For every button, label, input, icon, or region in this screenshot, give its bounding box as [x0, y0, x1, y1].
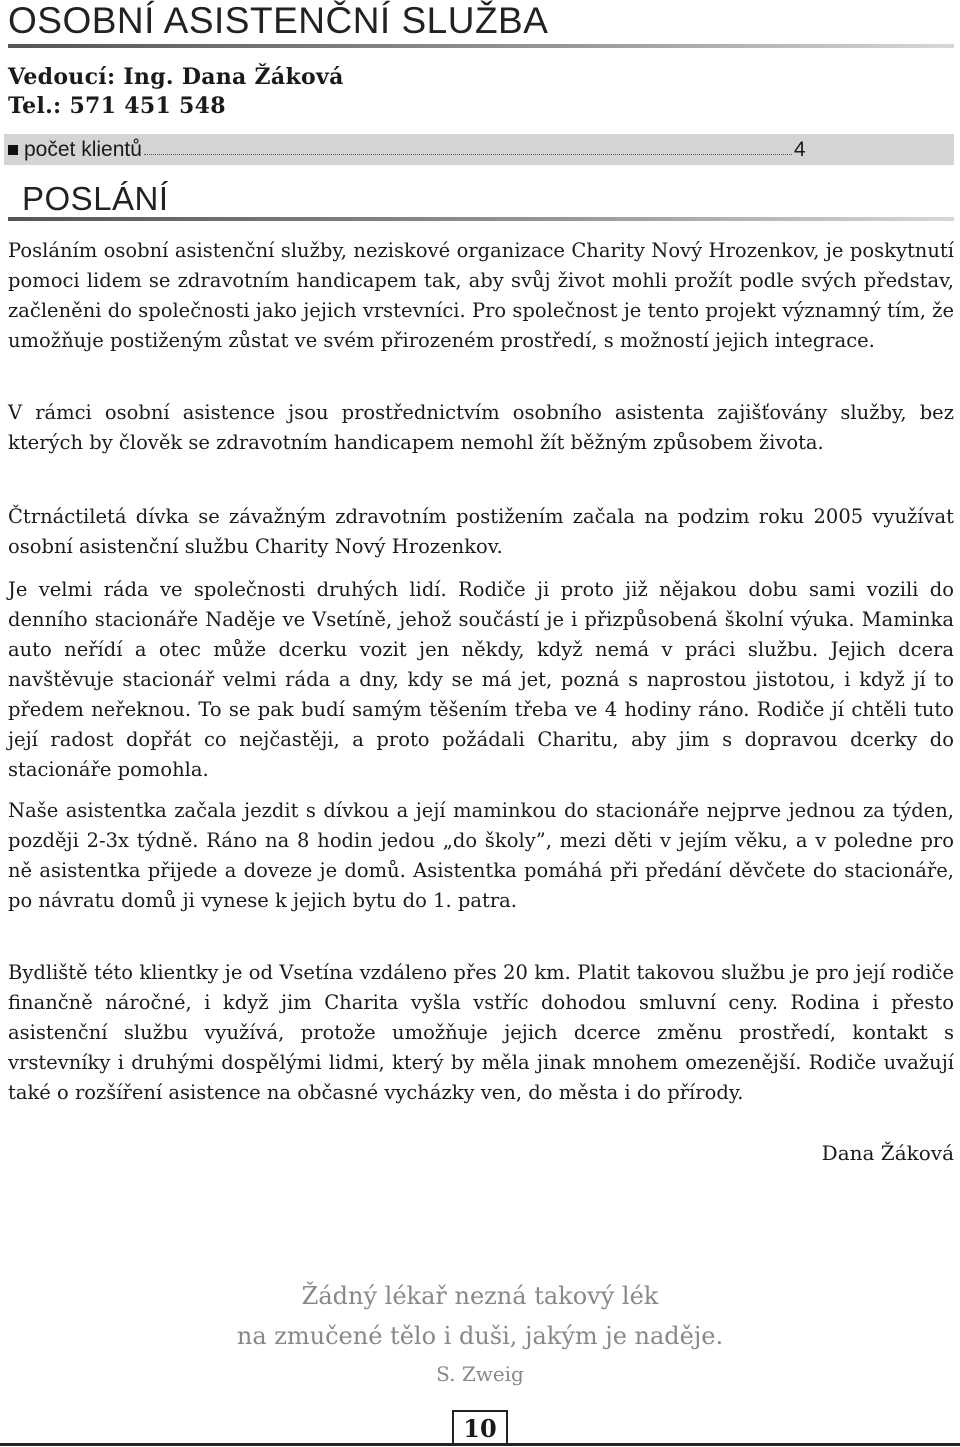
section-underline	[8, 217, 954, 221]
page-number: 10	[452, 1410, 508, 1445]
paragraph-services: V rámci osobní asistence jsou prostřednictvím osobního asistenta zajišťovány služby, bez kterých by člověk se zdravotním handicapem nemohl žít běžným způsobem života.	[8, 401, 954, 454]
quote-line-1: Žádný lékař nezná takový lék	[301, 1282, 659, 1310]
paragraph-assistant-work: Naše asistentka začala jezdit s dívkou a její maminkou do stacionáře nejprve jednou za týden, později 2-3x týdně. Ráno na 8 hodin jedou „do školy”, mezi děti v jejím věku, a v poledne pro ně asistentka přijede a doveze je domů. Asistentka pomáhá při předání děvčete do stacionáře, po návratu domů ji vynese k jejich bytu do 1. patra.	[8, 799, 954, 912]
page-title: OSOBNÍ ASISTENČNÍ SLUŽBA	[8, 0, 549, 41]
footer-rule	[0, 1443, 960, 1446]
paragraph-client-intro: Čtrnáctiletá dívka se závažným zdravotním postižením začala na podzim roku 2005 využívat osobní asistenční službu Charity Nový Hrozenkov.	[8, 505, 954, 558]
leader-line: Vedoucí: Ing. Dana Žáková	[8, 64, 344, 90]
square-bullet-icon	[8, 145, 18, 155]
title-underline	[8, 44, 954, 48]
phone-line: Tel.: 571 451 548	[8, 93, 226, 119]
paragraph-residence: Bydliště této klientky je od Vsetína vzdáleno přes 20 km. Platit takovou službu je pro její rodiče finančně náročné, i když jim Charita vyšla vstříc dohodou smluvní ceny. Rodina i přesto asistenční službu využívá, protože umožňuje jejich dcerce změnu prostředí, kontakt s vrstevníky i druhými dospělými lidmi, který by měla jinak mnohem omezenější. Rodiče uvažují také o rozšíření asistence na občasné vycházky ven, do města i do přírody.	[8, 961, 954, 1104]
quote-author: S. Zweig	[436, 1362, 524, 1386]
dot-leader	[144, 140, 792, 155]
paragraph-mission: Posláním osobní asistenční služby, neziskové organizace Charity Nový Hrozenkov, je poskytnutí pomoci lidem se zdravotním handicapem tak, aby svůj život mohli prožít podle svých představ, začleněni do společnosti jako jejich vrstevníci. Pro společnost je tento projekt významný tím, že umožňuje postiženým zůstat ve svém přirozeném prostředí, s možností jejich integrace.	[8, 239, 954, 352]
clients-count: 4	[793, 137, 806, 161]
quote-line-2: na zmučené tělo i duši, jakým je naděje.	[236, 1322, 724, 1350]
paragraph-client-story: Je velmi ráda ve společnosti druhých lidí. Rodiče ji proto již nějakou dobu sami vozili do denního stacionáře Naděje ve Vsetíně, jehož součástí je i přizpůsobená školní výuka. Maminka auto neřídí a otec může dcerku vozit jen někdy, když nemá v práci službu. Jejich dcera navštěvuje stacionář velmi ráda a dny, kdy se má jet, pozná s naprostou jistotou, i když jí to předem neřeknou. To se pak budí samým těšením třeba ve 4 hodiny ráno. Rodiče jí chtěli tuto její radost dopřát co nejčastěji, a proto požádali Charitu, aby jim s dopravou dcerky do stacionáře pomohla.	[8, 578, 954, 781]
author-signature: Dana Žáková	[821, 1141, 954, 1165]
clients-label: počet klientů	[24, 137, 142, 161]
clients-count-bar	[4, 134, 954, 165]
section-title: POSLÁNÍ	[22, 180, 169, 217]
